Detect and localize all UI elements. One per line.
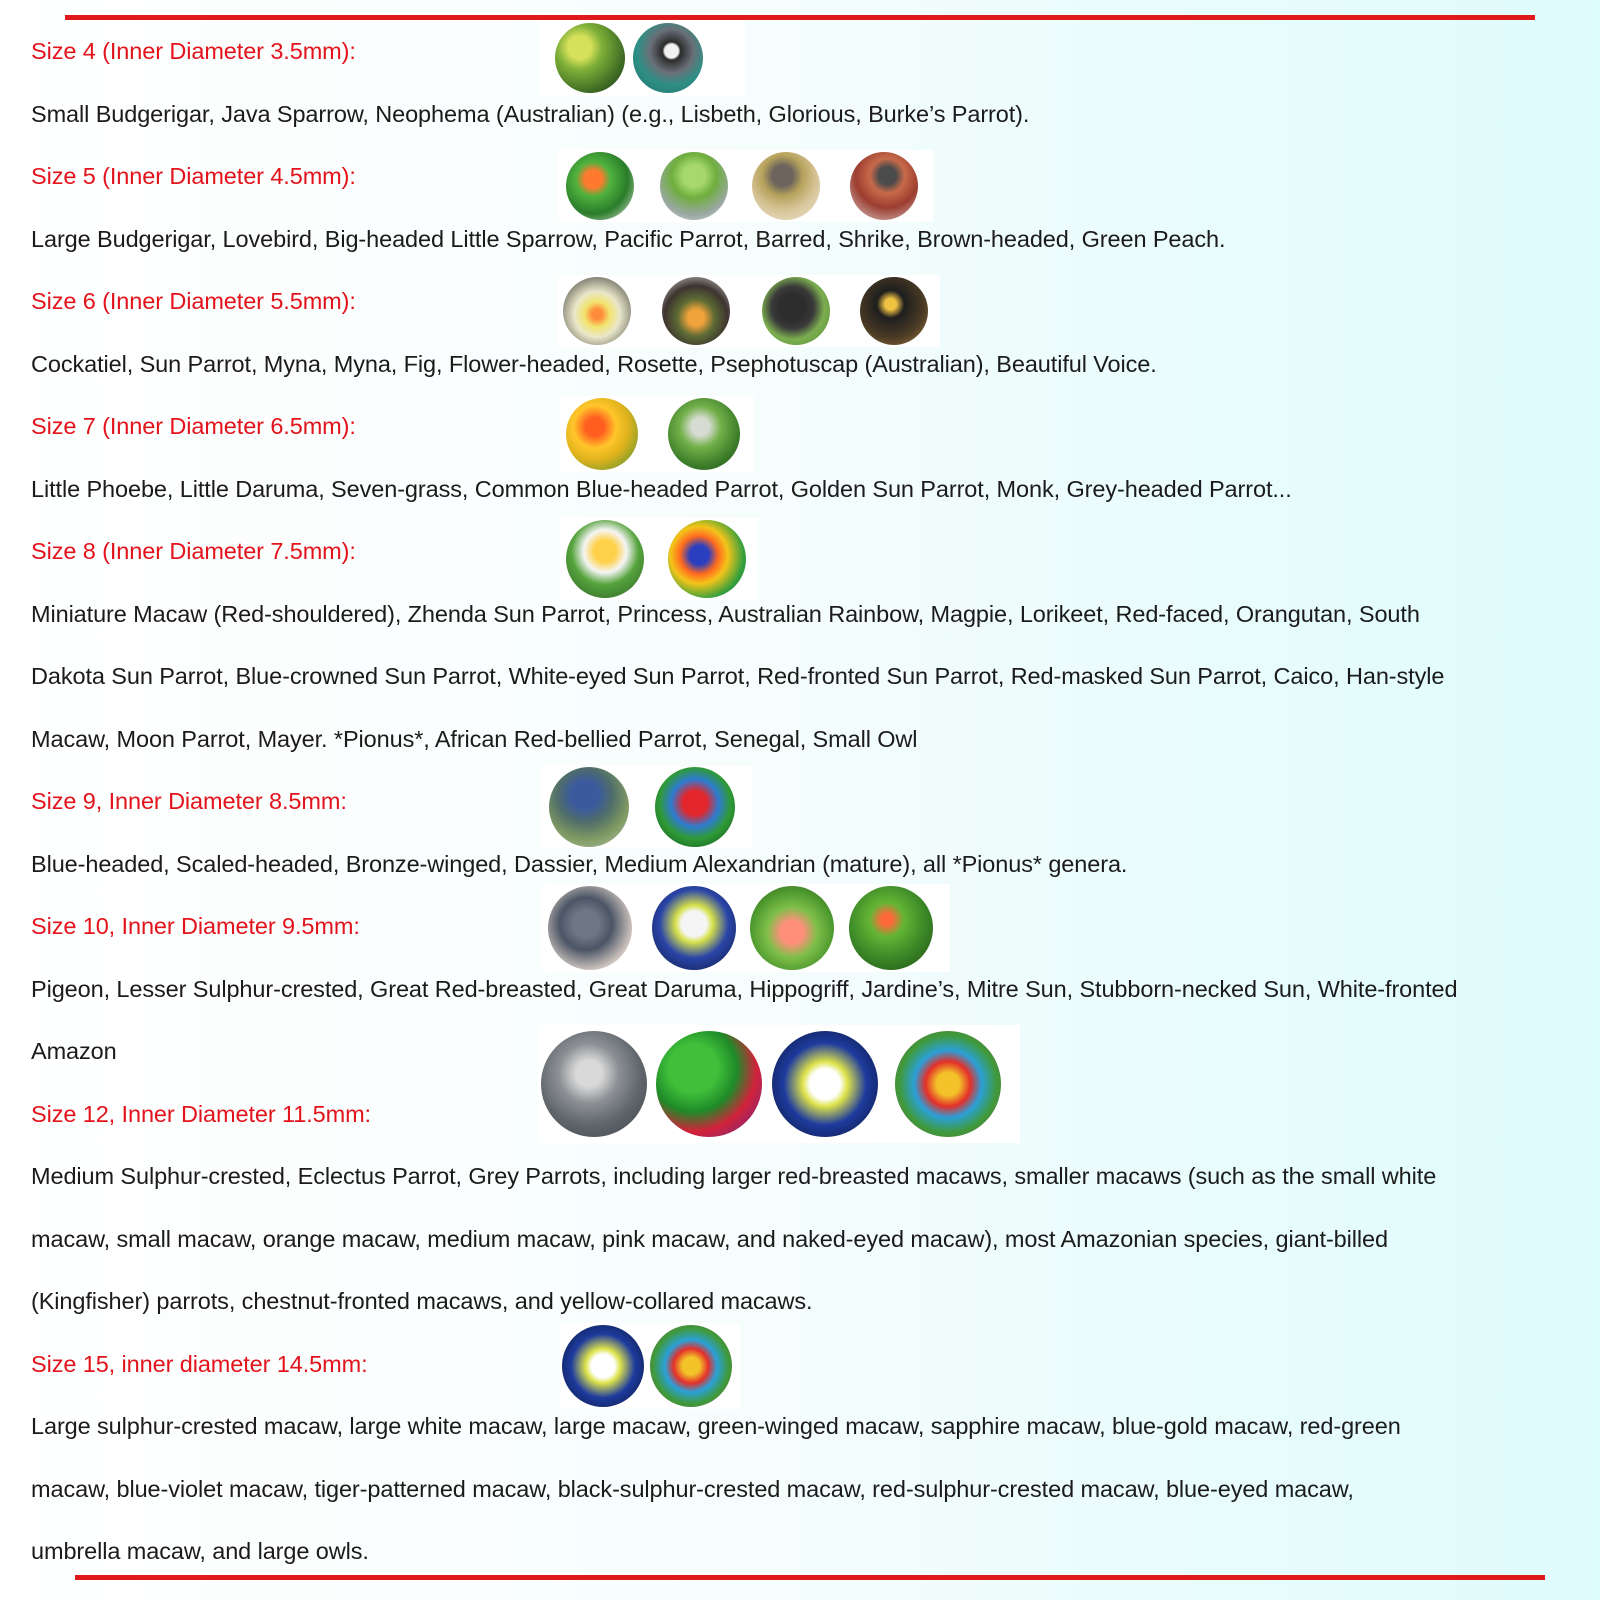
bird-list-text: Amazon <box>31 1038 117 1064</box>
bird-list-text: Pigeon, Lesser Sulphur-crested, Great Red-breasted, Great Daruma, Hippogriff, Jardine’s, Mitre Sun, Stubborn-necked Sun, White-fronted <box>31 975 1458 1002</box>
bird-list-text: Large Budgerigar, Lovebird, Big-headed Little Sparrow, Pacific Parrot, Barred, Shrike, Brown-headed, Green Peach. <box>31 225 1226 252</box>
bird-list-text: Cockatiel, Sun Parrot, Myna, Myna, Fig, Flower-headed, Rosette, Psephotuscap (Australian), Beautiful Voice. <box>31 350 1157 377</box>
bird-list-text: Little Phoebe, Little Daruma, Seven-grass, Common Blue-headed Parrot, Golden Sun Parrot, Monk, Grey-headed Parrot... <box>31 475 1292 502</box>
size-heading: Size 8 (Inner Diameter 7.5mm): <box>31 538 356 564</box>
size-heading: Size 7 (Inner Diameter 6.5mm): <box>31 413 356 439</box>
bird-thumbnails <box>542 766 752 848</box>
bird-thumbnails <box>540 20 745 96</box>
green-parrot-photo <box>849 886 933 970</box>
bird-list-text: Dakota Sun Parrot, Blue-crowned Sun Parrot, White-eyed Sun Parrot, Red-fronted Sun Parrot, Red-masked Sun Parrot, Caico, Han-style <box>31 663 1445 689</box>
macaws-group-photo <box>895 1031 1001 1137</box>
hill-myna-photo <box>860 277 928 345</box>
bird-list-text: Small Budgerigar, Java Sparrow, Neophema (Australian) (e.g., Lisbeth, Glorious, Burke’s Parrot). <box>31 100 1030 127</box>
bird-thumbnails <box>560 518 758 600</box>
sulphur-crested-cockatoo-photo <box>652 886 736 970</box>
rainbow-lorikeet-photo <box>668 520 746 598</box>
blue-headed-pionus-photo <box>549 767 629 847</box>
bird-list-text: macaw, small macaw, orange macaw, medium macaw, pink macaw, and naked-eyed macaw), most Amazonian species, giant-billed <box>31 1225 1388 1252</box>
budgerigar-photo <box>555 23 625 93</box>
monk-parakeet-photo <box>668 398 740 470</box>
bird-thumbnails <box>558 150 933 222</box>
pigeon-photo <box>548 886 632 970</box>
bird-thumbnails <box>558 275 940 347</box>
bird-list-text: Large sulphur-crested macaw, large white macaw, large macaw, green-winged macaw, sapphire macaw, blue-gold macaw, red-green <box>31 1413 1401 1439</box>
red-macaw-photo <box>655 767 735 847</box>
cockatoo-photo <box>772 1031 878 1137</box>
bird-thumbnails <box>560 1323 740 1409</box>
bird-list-text: (Kingfisher) parrots, chestnut-fronted macaws, and yellow-collared macaws. <box>31 1288 813 1314</box>
size-heading: Size 5 (Inner Diameter 4.5mm): <box>31 163 356 189</box>
bottom-divider <box>75 1575 1545 1580</box>
african-grey-photo <box>541 1031 647 1137</box>
bird-thumbnails <box>560 396 754 472</box>
bird-thumbnails <box>538 1025 1020 1143</box>
size-heading: Size 12, Inner Diameter 11.5mm: <box>31 1100 371 1127</box>
size-heading: Size 4 (Inner Diameter 3.5mm): <box>31 38 356 64</box>
macaws-group-photo <box>650 1325 732 1407</box>
bird-list-text: Medium Sulphur-crested, Eclectus Parrot, Grey Parrots, including larger red-breasted macaws, smaller macaws (such as the small white <box>31 1163 1437 1189</box>
size-heading: Size 9, Inner Diameter 8.5mm: <box>31 788 347 814</box>
bird-thumbnails <box>542 884 950 972</box>
sun-parrot-photo <box>566 398 638 470</box>
caique-photo <box>566 520 644 598</box>
size-heading: Size 6 (Inner Diameter 5.5mm): <box>31 288 356 314</box>
size-heading: Size 10, Inner Diameter 9.5mm: <box>31 913 360 939</box>
pacific-parrot-photo <box>660 152 728 220</box>
java-sparrow-photo <box>633 23 703 93</box>
conure-photo <box>662 277 730 345</box>
bird-list-text: umbrella macaw, and large owls. <box>31 1538 369 1564</box>
lovebird-photo <box>566 152 634 220</box>
top-divider <box>65 15 1535 20</box>
size-heading: Size 15, inner diameter 14.5mm: <box>31 1350 368 1377</box>
bird-list-text: macaw, blue-violet macaw, tiger-patterned macaw, black-sulphur-crested macaw, red-sulphur-crested macaw, blue-eyed macaw, <box>31 1475 1354 1502</box>
red-breasted-parakeet-photo <box>750 886 834 970</box>
bird-list-text: Macaw, Moon Parrot, Mayer. *Pionus*, African Red-bellied Parrot, Senegal, Small Owl <box>31 725 918 752</box>
bird-list-text: Miniature Macaw (Red-shouldered), Zhenda Sun Parrot, Princess, Australian Rainbow, Magpie, Lorikeet, Red-faced, Orangutan, South <box>31 600 1420 627</box>
cockatoo-photo <box>562 1325 644 1407</box>
eclectus-photo <box>656 1031 762 1137</box>
myna-photo <box>762 277 830 345</box>
cockatiel-photo <box>563 277 631 345</box>
brown-headed-parrot-photo <box>752 152 820 220</box>
bird-list-text: Blue-headed, Scaled-headed, Bronze-winged, Dassier, Medium Alexandrian (mature), all *Pionus* genera. <box>31 850 1128 877</box>
shrike-photo <box>850 152 918 220</box>
